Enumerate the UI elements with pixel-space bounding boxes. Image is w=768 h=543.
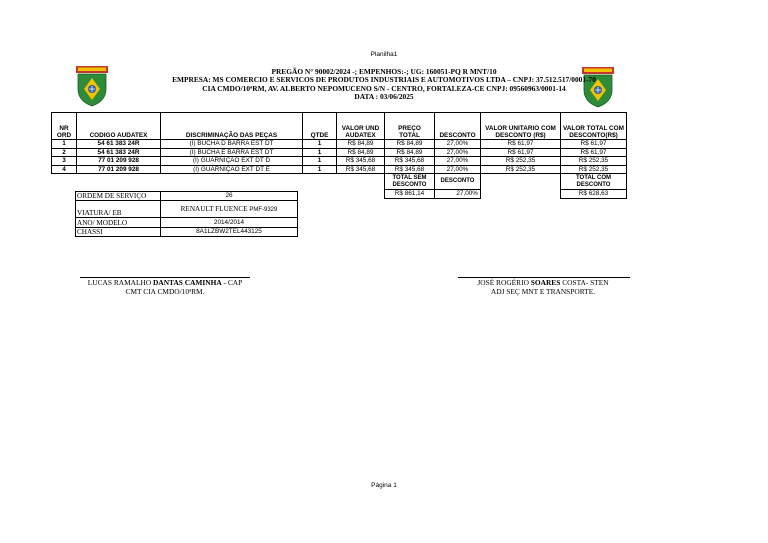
vehicle-info-table <box>75 191 298 237</box>
cell-codigo: 77 01 209 928 <box>77 157 161 166</box>
desconto-total-value: 27,00% <box>435 190 481 199</box>
viatura-plate: PMF-9329 <box>249 206 278 213</box>
header-valor-und: VALOR UND AUDATEX <box>337 113 385 140</box>
viatura-label: VIATURA/ EB <box>76 201 161 218</box>
cell-discriminacao: (I) GUARNIÇÃO EXT DT E <box>161 165 303 174</box>
cell-preco-total: R$ 84,89 <box>385 140 435 149</box>
cell-qtde: 1 <box>303 140 337 149</box>
cell-preco-total: R$ 345,68 <box>385 165 435 174</box>
table-row <box>52 148 627 157</box>
table-row <box>52 157 627 166</box>
cell-nr: 1 <box>52 140 77 149</box>
cell-valor-unitario: R$ 61,97 <box>481 140 561 149</box>
cell-discriminacao: (I) BUCHA E BARRA EST DT <box>161 148 303 157</box>
total-com-desconto-label: TOTAL COM DESCONTO <box>561 174 627 190</box>
desconto-total-label: DESCONTO <box>435 174 481 190</box>
cell-codigo: 77 01 209 928 <box>77 165 161 174</box>
cell-valor-total: R$ 252,35 <box>561 157 627 166</box>
chassi-value: 8A1LZBW2TEL443125 <box>161 227 298 236</box>
header-codigo: CODIGO AUDATEX <box>77 113 161 140</box>
ordem-servico-value: 26 <box>161 192 298 201</box>
header-valor-unitario: VALOR UNITARIO COM DESCONTO (R$) <box>481 113 561 140</box>
left-signature <box>50 278 280 296</box>
cell-nr: 3 <box>52 157 77 166</box>
header-valor-total: VALOR TOTAL COM DESCONTO(R$) <box>561 113 627 140</box>
cell-discriminacao: (I) BUCHA D BARRA EST DT <box>161 140 303 149</box>
cell-qtde: 1 <box>303 148 337 157</box>
total-com-desconto-value: R$ 628,63 <box>561 190 627 199</box>
sheet-label: Planilha1 <box>370 51 398 58</box>
cell-valor-und: R$ 345,68 <box>337 165 385 174</box>
cell-valor-total: R$ 252,35 <box>561 165 627 174</box>
cell-valor-unitario: R$ 252,35 <box>481 157 561 166</box>
ordem-servico-label: ORDEM DE SERVIÇO <box>76 192 161 201</box>
left-signature-name: LUCAS RAMALHO DANTAS CAMINHA - CAP <box>87 278 243 287</box>
cell-preco-total: R$ 84,89 <box>385 148 435 157</box>
cell-desconto: 27,00% <box>435 165 481 174</box>
header-line-4: DATA : 03/06/2025 <box>354 92 414 101</box>
parts-table <box>51 112 627 199</box>
cell-valor-und: R$ 84,89 <box>337 148 385 157</box>
cell-nr: 4 <box>52 165 77 174</box>
cell-desconto: 27,00% <box>435 140 481 149</box>
header-preco-total: PREÇO TOTAL <box>385 113 435 140</box>
cell-nr: 2 <box>52 148 77 157</box>
header-line-2: EMPRESA: MS COMERCIO E SERVICOS DE PRODUTOS INDUSTRIAIS E AUTOMOTIVOS LTDA – CNPJ: 37.512.517/0001-70 <box>172 75 596 84</box>
right-signature-name: JOSÉ ROGÉRIO SOARES COSTA- STEN <box>477 278 609 287</box>
cell-valor-unitario: R$ 61,97 <box>481 148 561 157</box>
cell-valor-und: R$ 345,68 <box>337 157 385 166</box>
ano-modelo-value: 2014/2014 <box>161 218 298 227</box>
cell-preco-total: R$ 345,68 <box>385 157 435 166</box>
cell-desconto: 27,00% <box>435 148 481 157</box>
cell-codigo: 54 61 383 24R <box>77 140 161 149</box>
header-qtde: QTDE <box>303 113 337 140</box>
cell-valor-unitario: R$ 252,35 <box>481 165 561 174</box>
cell-qtde: 1 <box>303 165 337 174</box>
viatura-value <box>161 201 298 218</box>
right-signature-role: ADJ SEÇ MNT E TRANSPORTE. <box>490 287 596 296</box>
table-row <box>52 165 627 174</box>
table-row <box>52 140 627 149</box>
page-label: Página 1 <box>371 482 397 489</box>
cell-valor-total: R$ 61,97 <box>561 140 627 149</box>
cell-discriminacao: (I) GUARNIÇÃO EXT DT D <box>161 157 303 166</box>
total-sem-desconto-label: TOTAL SEM DESCONTO <box>385 174 435 190</box>
cell-desconto: 27,00% <box>435 157 481 166</box>
ano-modelo-label: ANO/ MODELO <box>76 218 161 227</box>
header-desconto: DESCONTO <box>435 113 481 140</box>
header-line-3: CIA CMDO/10ªRM, AV. ALBERTO NEPOMUCENO S/N - CENTRO, FORTALEZA-CE CNPJ: 09560963/0001-14 <box>202 84 566 93</box>
viatura-model: RENAULT FLUENCE <box>180 204 248 213</box>
right-signature <box>428 278 658 296</box>
total-sem-desconto-value: R$ 861,14 <box>385 190 435 199</box>
cell-codigo: 54 61 383 24R <box>77 148 161 157</box>
cell-qtde: 1 <box>303 157 337 166</box>
cell-valor-und: R$ 84,89 <box>337 140 385 149</box>
cell-valor-total: R$ 61,97 <box>561 148 627 157</box>
header-discriminacao: DISCRIMINAÇÃO DAS PEÇAS <box>161 113 303 140</box>
chassi-label: CHASSI <box>76 227 161 236</box>
header-nr-ord: NR ORD <box>52 113 77 140</box>
left-signature-role: CMT CIA CMDO/10ªRM. <box>125 287 205 296</box>
header-line-1: PREGÃO N° 90002/2024 -; EMPENHOS:-; UG: 160051-PQ R MNT/10 <box>271 67 497 76</box>
